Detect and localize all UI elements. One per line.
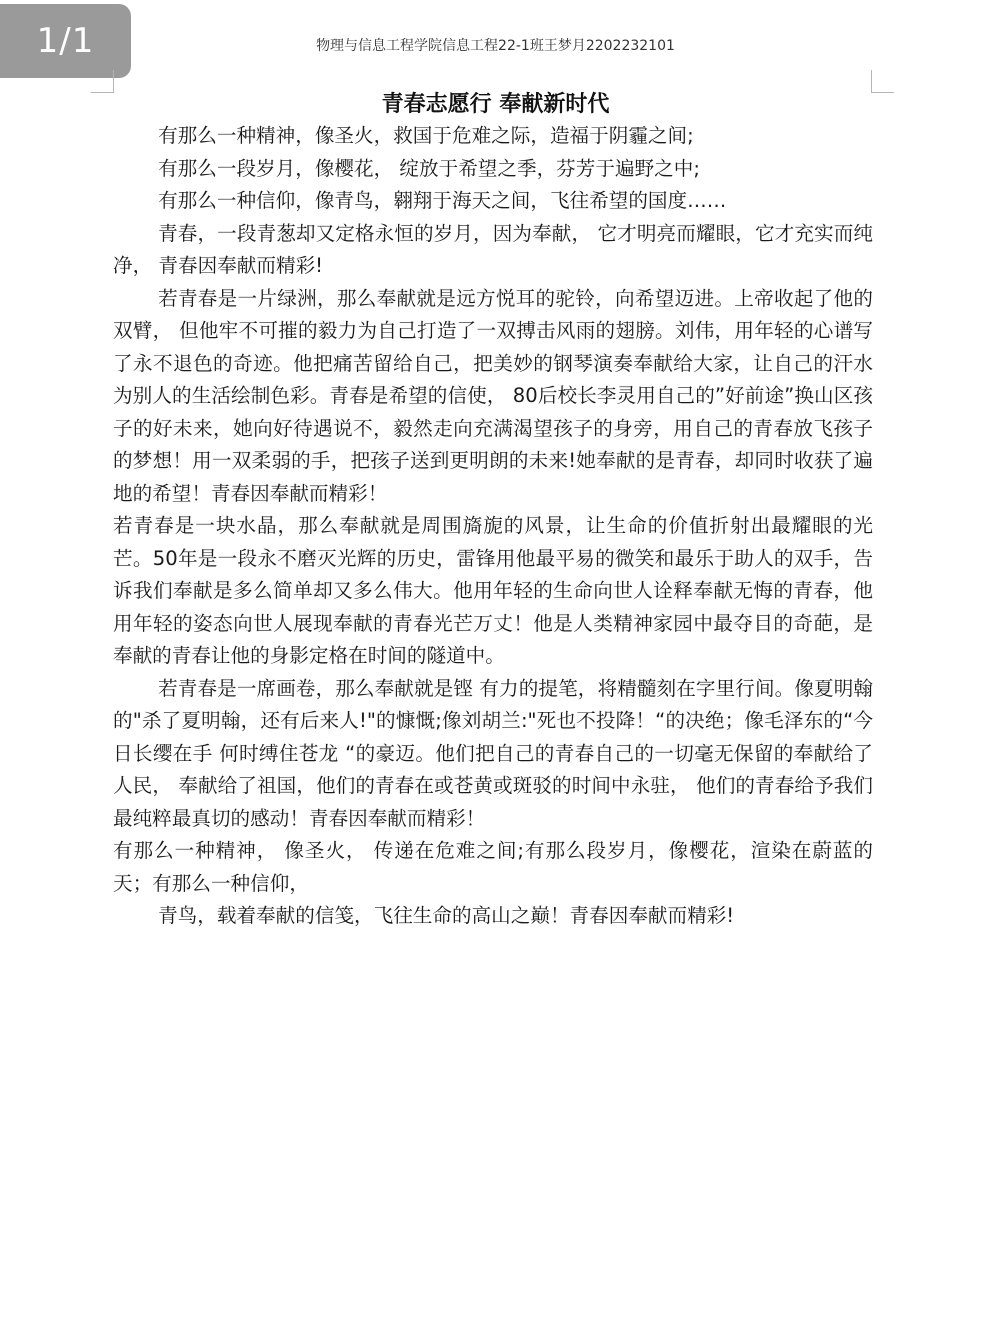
- paragraph: 有那么一种精神， 像圣火， 传递在危难之间;有那么段岁月，像樱花，渲染在蔚蓝的天；有那么一种信仰，: [113, 839, 873, 895]
- paragraph: 若青春是一片绿洲，那么奉献就是远方悦耳的驼铃，向希望迈进。上帝收起了他的双臂， 但他牢不可摧的毅力为自己打造了一双搏击风雨的翅膀。刘伟，用年轻的心谱写了永不退色的奇迹。他把痛苦留给自己，把美妙的钢琴演奏奉献给大家，让自己的汗水为别人的生活绘制色彩。青春是希望的信使， 80后校长李灵用自己的”好前途”换山区孩子的好未来，她向好待遇说不，毅然走向充满渴望孩子的身旁，用自己的青春放飞孩子的梦想！用一双柔弱的手，把孩子送到更明朗的未来!她奉献的是青春，却同时收获了遍地的希望！青春因奉献而精彩！: [113, 286, 873, 505]
- paragraph: 青鸟，载着奉献的信笺，飞往生命的高山之巅！青春因奉献而精彩!: [158, 904, 735, 927]
- paragraph: 若青春是一块水晶，那么奉献就是周围旖旎的风景，让生命的价值折射出最耀眼的光芒。50年是一段永不磨灭光辉的历史，雷锋用他最平易的微笑和最乐于助人的双手，告诉我们奉献是多么简单却又多么伟大。他用年轻的生命向世人诠释奉献无悔的青春，他用年轻的姿态向世人展现奉献的青春光芒万丈！他是人类精神家园中最夺目的奇葩，是奉献的青春让他的身影定格在时间的隧道中。: [113, 514, 873, 667]
- paragraph: 青春，一段青葱却又定格永恒的岁月，因为奉献， 它才明亮而耀眼，它才充实而纯净， 青春因奉献而精彩!: [113, 221, 873, 277]
- paragraph: 有那么一种精神，像圣火，救国于危难之际，造福于阴霾之间;: [158, 124, 694, 147]
- document-header: 物理与信息工程学院信息工程22-1班王梦月2202232101: [316, 38, 675, 54]
- paragraph: 若青春是一席画卷，那么奉献就是铿 有力的提笔，将精髓刻在字里行间。像夏明翰的"杀了夏明翰，还有后来人!"的慷慨;像刘胡兰:"死也不投降！“的决绝；像毛泽东的“今日长缨在手 何时缚住苍龙 “的豪迈。他们把自己的青春自己的一切毫无保留的奉献给了人民， 奉献给了祖国，他们的青春在或苍黄或斑驳的时间中永驻， 他们的青春给予我们最纯粹最真切的感动！青春因奉献而精彩！: [113, 676, 873, 830]
- document-title: 青春志愿行 奉献新时代: [381, 92, 610, 117]
- page-indicator: 1/1: [0, 4, 131, 78]
- document-body: [113, 120, 873, 933]
- paragraph: 有那么一段岁月，像樱花， 绽放于希望之季，芬芳于遍野之中;: [158, 156, 700, 180]
- paragraph: 有那么一种信仰，像青鸟，翱翔于海天之间，飞往希望的国度……: [158, 189, 727, 212]
